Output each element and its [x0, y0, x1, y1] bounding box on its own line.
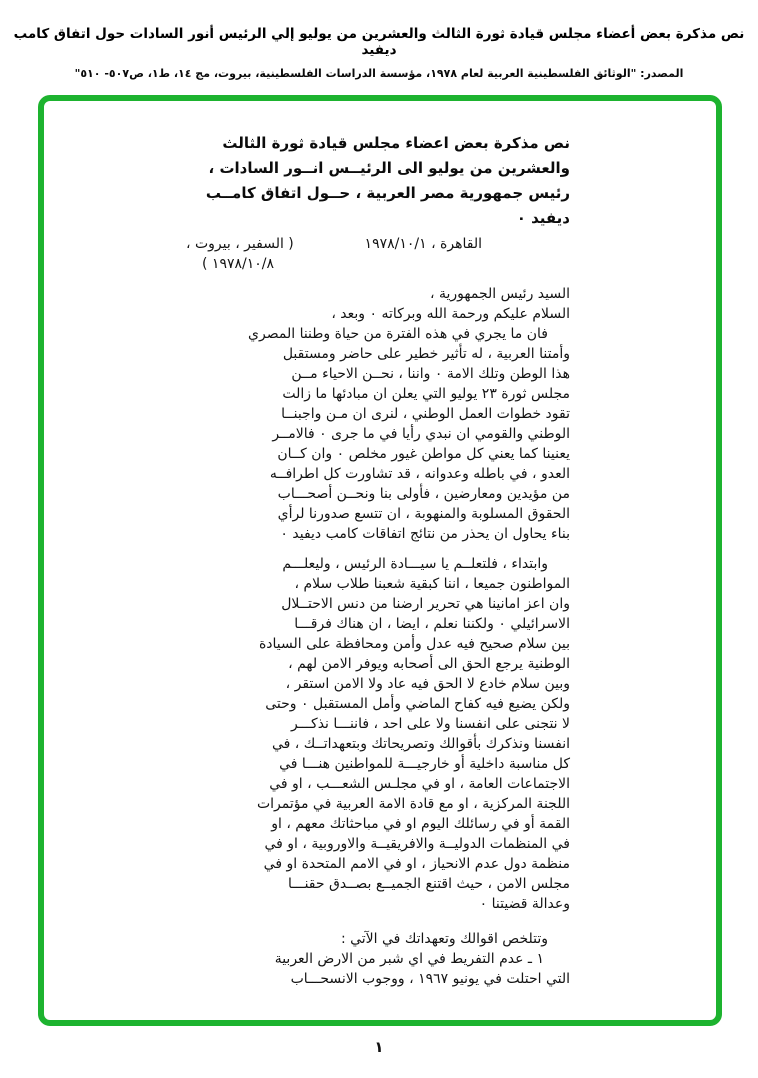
memo-title	[186, 131, 570, 231]
page-header	[0, 26, 758, 80]
paragraph-line: كل مناسبة داخلية أو خارجيـــة للمواطنين هنـــا في	[279, 756, 570, 772]
paragraph-line: لا نتجنى على انفسنا ولا على احد ، فاننـــا نذكـــر	[291, 716, 570, 732]
numbered-item-1	[186, 949, 570, 989]
page-number: ١	[374, 1038, 384, 1056]
dateline-source-close	[186, 254, 570, 274]
list-item-line: التي احتلت في يونيو ١٩٦٧ ، ووجوب الانسحـــاب	[290, 971, 570, 987]
paragraph-line: الوطني والقومي ان نبدي رأيا في ما جرى ٠ فالامــر	[272, 426, 570, 442]
memo-title-line: رئيس جمهورية مصر العربية ، حــول اتفاق كامــب	[205, 184, 570, 202]
paragraph-line: الوطنية يرجع الحق الى أصحابه ويوفر الامن لهم ،	[288, 656, 570, 672]
paragraph-line: بناء يحاول ان يحذر من نتائج اتفاقات كامب ديفيد ٠	[280, 526, 570, 542]
paragraph-2	[186, 554, 570, 914]
paragraph-line: وان اعز امانينا هي تحرير ارضنا من دنس الاحتــلال	[281, 596, 570, 612]
memo-title-line: ديفيد ٠	[516, 209, 570, 227]
paragraph-line: اللجنة المركزية ، او مع قادة الامة العربية في مؤتمرات	[256, 796, 570, 812]
salutation-line: السيد رئيس الجمهورية ،	[430, 286, 570, 302]
paragraph-line: وبين سلام خادع لا الحق فيه عاد ولا الامن استقر ،	[285, 676, 570, 692]
salutation	[186, 284, 570, 324]
dateline-city-date: القاهرة ، ١٩٧٨/١٠/١	[364, 236, 482, 252]
paragraph-line: تقود خطوات العمل الوطني ، لنرى ان مـن واجبنــا	[281, 406, 570, 422]
salutation-line: السلام عليكم ورحمة الله وبركاته ٠ وبعد ،	[331, 306, 570, 322]
header-title: نص مذكرة بعض أعضاء مجلس قيادة ثورة الثالث والعشرين من يوليو إلي الرئيس أنور السادات حول اتفاق كامب ديفيد	[13, 26, 745, 58]
paragraph-line: الاجتماعات العامة ، او في مجلـس الشعـــب ، او في	[269, 776, 570, 792]
paragraph-line: هذا الوطن وتلك الامة ٠ واننا ، نحــن الاحياء مــن	[291, 366, 570, 382]
memo-title-line: والعشرين من يوليو الى الرئيــس انــور السادات ،	[208, 159, 570, 177]
header-source-citation: المصدر: "الوثائق الفلسطينية العربية لعام ١٩٧٨، مؤسسة الدراسات الفلسطينية، بيروت، مج ١٤، ط١، ص٥٠٧- ٥١٠"	[74, 67, 684, 80]
paragraph-line: ولكن يضيع فيه كفاح الماضي وأمل المستقبل ٠ وحتى	[265, 696, 570, 712]
paragraph-line: الحقوق المسلوبة والمنهوبة ، ان تتسع صدورنا لرأي	[277, 506, 570, 522]
dateline-source-close-text: ١٩٧٨/١٠/٨ )	[202, 256, 274, 272]
summary-intro	[186, 929, 570, 949]
paragraph-line: انفسنا ونذكرك بأقوالك وتصريحاتك وبتعهداتــك ، في	[271, 736, 570, 752]
document-body	[186, 131, 570, 989]
paragraph-line: وابتداء ، فلتعلــم يا سيـــادة الرئيس ، وليعلـــم	[282, 556, 548, 572]
paragraph-line: الاسرائيلي ٠ ولكننا نعلم ، ايضا ، ان هناك فرقـــا	[294, 616, 570, 632]
paragraph-line: العدو ، في باطله وعدوانه ، قد تشاورت كل اطرافــه	[269, 466, 570, 482]
paragraph-line: وأمتنا العربية ، له تأثير خطير على حاضر ومستقبل	[282, 346, 570, 362]
paragraph-line: القمة أو في رسائلك اليوم او في مباحثاتك معهم ، او	[271, 816, 570, 832]
paragraph-line: بين سلام صحيح فيه عدل وأمن ومحافظة على السيادة	[258, 636, 570, 652]
dateline	[186, 234, 570, 254]
paragraph-line: منظمة دول عدم الانحياز ، او في الامم المتحدة او في	[263, 856, 570, 872]
paragraph-line: فان ما يجري في هذه الفترة من حياة وطننا المصري	[248, 326, 548, 342]
paragraph-line: المواطنون جميعا ، اننا كبقية شعبنا طلاب سلام ،	[294, 576, 570, 592]
paragraph-line: من مؤيدين ومعارضين ، فأولى بنا ونحــن أصحـــاب	[277, 486, 570, 502]
dateline-source-open: ( السفير ، بيروت ،	[186, 236, 294, 252]
paragraph-line: وعدالة قضيتنا ٠	[479, 896, 570, 912]
paragraph-1	[186, 324, 570, 544]
paragraph-line: وتتلخص اقوالك وتعهداتك في الآتي :	[340, 931, 548, 947]
list-item-line: ١ ـ عدم التفريط في اي شبر من الارض العربية	[274, 951, 544, 967]
paragraph-line: في المنظمات الدوليــة والافريقيــة والاوروبية ، او في	[264, 836, 570, 852]
paragraph-line: مجلس الامن ، حيث اقتنع الجميــع بصــدق حقنـــا	[288, 876, 570, 892]
paragraph-line: مجلس ثورة ٢٣ يوليو التي يعلن ان مبادئها ما زالت	[282, 386, 570, 402]
memo-title-line: نص مذكرة بعض اعضاء مجلس قيادة ثورة الثالث	[222, 134, 570, 152]
paragraph-line: يعنينا كما يعني كل مواطن غيور مخلص ٠ وان كــان	[277, 446, 570, 462]
